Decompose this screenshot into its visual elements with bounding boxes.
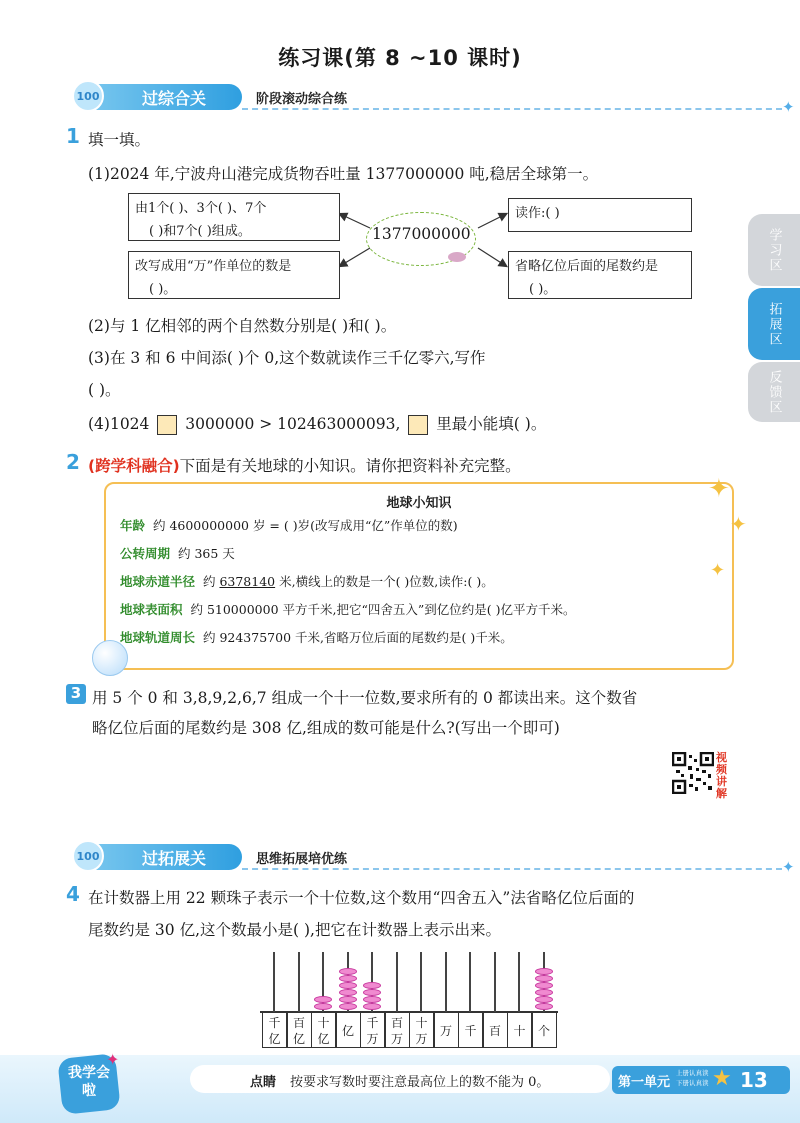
question-number: 3	[70, 684, 82, 702]
question-part: (3)在 3 和 6 中间添( )个 0,这个数就读作三千亿零六,写作	[88, 349, 486, 367]
video-explain-label[interactable]: 视频讲解	[716, 751, 727, 800]
abacus-rod[interactable]	[420, 952, 422, 1012]
question-text: 尾数约是 30 亿,这个数最小是( ),把它在计数器上表示出来。	[88, 921, 501, 939]
footer-logo-star-icon: ✦	[106, 1050, 120, 1069]
abacus-rod[interactable]	[347, 952, 349, 1012]
tip-text: 按要求写数时要注意最高位上的数不能为 0。	[290, 1075, 550, 1090]
question-text: 略亿位后面的尾数约是 308 亿,组成的数可能是什么?(写出一个即可)	[92, 719, 560, 737]
digit-box[interactable]	[408, 415, 428, 435]
abacus-rod[interactable]	[518, 952, 520, 1012]
abacus-bead[interactable]	[363, 1003, 381, 1010]
question-part	[88, 412, 546, 435]
part-text: (4)1024	[88, 415, 150, 433]
banner-subtitle: 思维拓展培优练	[256, 852, 348, 867]
earth-row-radius	[120, 572, 494, 590]
question-text: 用 5 个 0 和 3,8,9,2,6,7 组成一个十一位数,要求所有的 0 都读出来。这个数省	[92, 689, 638, 707]
info-box-approx-yi	[508, 251, 692, 299]
abacus-rod[interactable]	[371, 952, 373, 1012]
box-line: ( )和7个( )组成。	[149, 224, 251, 239]
abacus-bead[interactable]	[339, 1003, 357, 1010]
abacus-frame	[260, 1011, 558, 1013]
bubble-decoration-icon	[92, 640, 128, 676]
section-banner-comprehensive	[60, 84, 800, 116]
part-text: 3000000 > 102463000093,	[185, 415, 401, 433]
svg-text:100: 100	[76, 850, 100, 863]
abacus-bead[interactable]	[339, 989, 357, 996]
abacus-bead[interactable]	[339, 996, 357, 1003]
mascot-icon: ★	[712, 1066, 732, 1091]
unit-label: 第一单元	[618, 1075, 671, 1090]
tip-label: 点睛	[250, 1075, 277, 1090]
mascot-100-icon	[66, 838, 112, 874]
banner-tab-label: 过拓展关	[142, 849, 207, 868]
question-part: (1)2024 年,宁波舟山港完成货物吞吐量 1377000000 吨,稳居全球第一。	[88, 165, 599, 183]
abacus-bead[interactable]	[363, 989, 381, 996]
banner-tab-label: 过综合关	[142, 89, 207, 108]
earth-key: 地球赤道半径	[120, 574, 196, 589]
info-box-wan-unit	[128, 251, 340, 299]
box-line: 读作:( )	[515, 206, 560, 221]
box-line: ( )。	[529, 282, 557, 297]
abacus-rod[interactable]	[494, 952, 496, 1012]
abacus-rod[interactable]	[469, 952, 471, 1012]
question-text: 下面是有关地球的小知识。请你把资料补充完整。	[179, 457, 521, 475]
abacus-bead[interactable]	[535, 968, 553, 975]
page-title: 练习课(第 8 ~10 课时)	[278, 46, 522, 70]
earth-value: 约	[202, 574, 220, 589]
abacus-bead[interactable]	[314, 1003, 332, 1010]
abacus-bead[interactable]	[535, 1003, 553, 1010]
page-number: 13	[740, 1068, 768, 1092]
earth-value: 米,横线上的数是一个( )位数,读作:( )。	[275, 574, 494, 589]
side-tab-feedback[interactable]: 反馈区	[748, 362, 800, 422]
question-text: 在计数器上用 22 颗珠子表示一个十位数,这个数用“四舍五入”法省略亿位后面的	[88, 889, 635, 907]
banner-divider	[242, 868, 782, 870]
star-icon: ✦	[782, 98, 795, 116]
abacus-place-label: 十万	[409, 1012, 434, 1048]
abacus-rod[interactable]	[273, 952, 275, 1012]
abacus-bead[interactable]	[339, 975, 357, 982]
box-line: 由1个( )、3个( )、7个	[135, 201, 267, 216]
qr-code-icon[interactable]	[672, 752, 714, 794]
earth-key: 地球轨道周长	[120, 630, 196, 645]
abacus-bead[interactable]	[535, 982, 553, 989]
earth-row-age	[120, 516, 458, 534]
abacus-bead[interactable]	[314, 996, 332, 1003]
side-tab-extend[interactable]: 拓展区	[748, 288, 800, 360]
abacus-place-label: 亿	[336, 1012, 361, 1048]
info-box-reading	[508, 198, 692, 232]
abacus-place-label: 千亿	[262, 1012, 287, 1048]
earth-value-underlined: 6378140	[219, 574, 276, 589]
earth-knowledge-box	[104, 482, 734, 670]
question-intro: 填一填。	[88, 131, 151, 149]
earth-key: 公转周期	[120, 546, 171, 561]
abacus-place-label: 万	[434, 1012, 459, 1048]
unit-small-text: 上册认真读	[676, 1069, 709, 1077]
question-part: ( )。	[88, 381, 121, 399]
box-line: 省略亿位后面的尾数约是	[515, 259, 659, 274]
abacus-bead[interactable]	[535, 989, 553, 996]
earth-value: 约 510000000 平方千米,把它“四舍五入”到亿位约是( )亿平方千米。	[190, 602, 576, 617]
abacus-rod[interactable]	[543, 952, 545, 1012]
unit-small-text: 下册认真读	[676, 1079, 709, 1087]
abacus-place-label: 千	[458, 1012, 483, 1048]
mascot-100-icon	[66, 78, 112, 114]
section-banner-extension	[60, 844, 800, 876]
abacus-place-label: 十亿	[311, 1012, 336, 1048]
sparkle-icon: ✦	[708, 474, 730, 504]
info-box-composition	[128, 193, 340, 241]
part-text: 里最小能填( )。	[436, 415, 547, 433]
earth-row-orbit-length	[120, 628, 513, 646]
abacus-rod[interactable]	[322, 952, 324, 1012]
box-line: 改写成用“万”作单位的数是	[135, 259, 292, 274]
center-number: 1377000000	[372, 225, 471, 243]
sparkle-icon: ✦	[730, 512, 747, 536]
abacus-rod[interactable]	[298, 952, 300, 1012]
abacus-place-label: 个	[532, 1012, 557, 1048]
question-number: 2	[66, 450, 80, 474]
box-line: ( )。	[149, 282, 177, 297]
abacus-bead[interactable]	[535, 996, 553, 1003]
abacus-rod[interactable]	[445, 952, 447, 1012]
earth-value: 约 924375700 千米,省略万位后面的尾数约是( )千米。	[202, 630, 513, 645]
abacus-rod[interactable]	[396, 952, 398, 1012]
earth-row-orbit-period	[120, 544, 235, 562]
footer-logo-text: 我学会啦	[68, 1065, 110, 1099]
abacus-bead[interactable]	[339, 968, 357, 975]
sparkle-icon: ✦	[710, 560, 726, 581]
side-tab-study[interactable]: 学习区	[748, 214, 800, 286]
fish-icon	[448, 252, 466, 262]
abacus-place-label: 百	[483, 1012, 508, 1048]
abacus-bead[interactable]	[535, 975, 553, 982]
question-number: 4	[66, 882, 80, 906]
banner-divider	[242, 108, 782, 110]
earth-key: 地球表面积	[120, 602, 183, 617]
abacus-bead[interactable]	[363, 996, 381, 1003]
abacus-bead[interactable]	[363, 982, 381, 989]
abacus-place-label: 十	[507, 1012, 532, 1048]
earth-row-surface	[120, 600, 575, 618]
question-line	[88, 454, 521, 476]
star-icon: ✦	[782, 858, 795, 876]
abacus-place-label: 百万	[385, 1012, 410, 1048]
earth-box-title: 地球小知识	[386, 496, 452, 511]
question-number: 1	[66, 124, 80, 148]
earth-value: 约 365 天	[177, 546, 235, 561]
interdisciplinary-tag: (跨学科融合)	[88, 457, 180, 475]
earth-value: 约 4600000000 岁 = ( )岁(改写成用“亿”作单位的数)	[152, 518, 458, 533]
svg-text:100: 100	[76, 90, 100, 103]
banner-subtitle: 阶段滚动综合练	[256, 92, 348, 107]
question-part: (2)与 1 亿相邻的两个自然数分别是( )和( )。	[88, 317, 397, 335]
digit-box[interactable]	[157, 415, 177, 435]
abacus-bead[interactable]	[339, 982, 357, 989]
earth-key: 年龄	[120, 518, 146, 533]
abacus-place-label: 千万	[360, 1012, 385, 1048]
abacus-place-label: 百亿	[287, 1012, 312, 1048]
